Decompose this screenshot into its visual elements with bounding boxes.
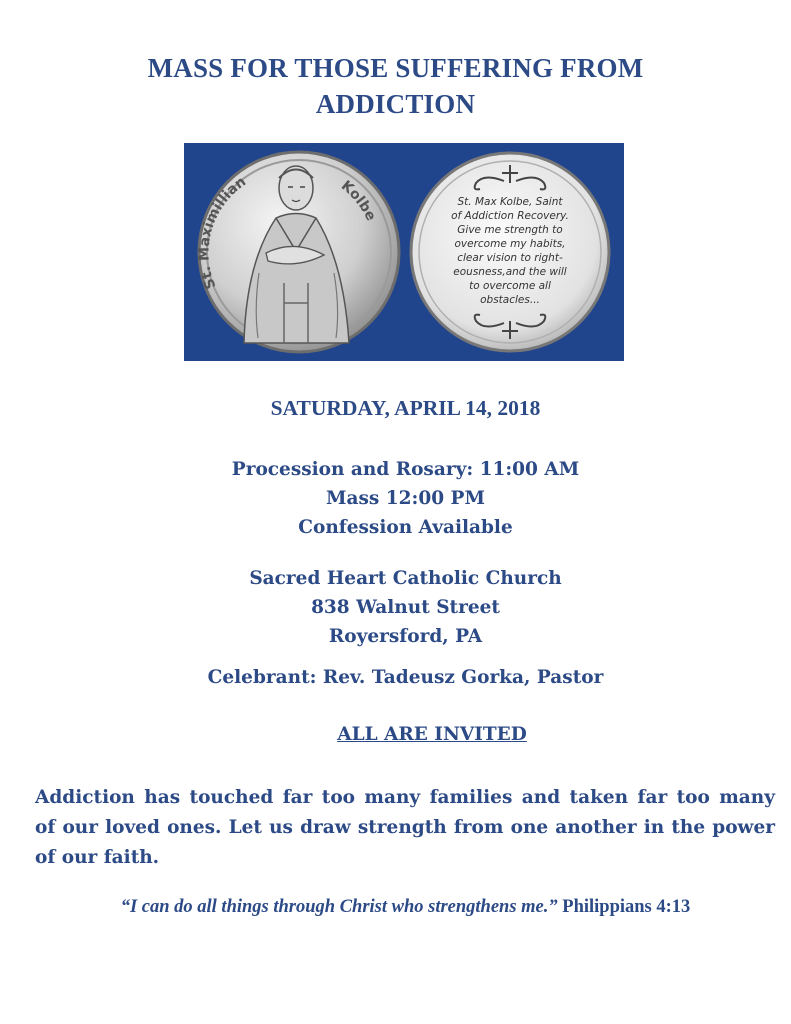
paragraph-line-3: of our faith.: [35, 847, 160, 868]
back-line-8: obstacles...: [480, 294, 540, 306]
back-line-7: to overcome all: [469, 280, 551, 292]
quote-text: “I can do all things through Christ who strengthens me.”: [120, 897, 558, 917]
back-line-3: Give me strength to: [457, 224, 563, 236]
back-medal: [411, 153, 609, 351]
page-title: [0, 50, 791, 122]
back-line-5: clear vision to right-: [457, 252, 563, 264]
title-line-1: MASS FOR THOSE SUFFERING FROM: [147, 53, 644, 83]
back-line-4: overcome my habits,: [454, 238, 566, 250]
church-name: Sacred Heart Catholic Church: [249, 568, 562, 589]
title-line-2: ADDICTION: [315, 89, 476, 119]
front-inscription-right: Kolbe: [337, 177, 379, 224]
paragraph-line-1: Addiction has touched far too many families and taken far too many: [35, 787, 775, 808]
saint-medals-illustration: [184, 143, 624, 361]
scripture-quote: [0, 897, 791, 918]
church-address: [0, 564, 791, 651]
intro-paragraph: [35, 783, 775, 873]
schedule-confession: Confession Available: [298, 517, 513, 538]
front-medal: [196, 152, 399, 352]
front-inscription-left: St. Maximillian: [196, 173, 250, 292]
celebrant: Celebrant: Rev. Tadeusz Gorka, Pastor: [207, 667, 604, 688]
event-date: SATURDAY, APRIL 14, 2018: [270, 396, 541, 420]
schedule-rosary: Procession and Rosary: 11:00 AM: [231, 459, 580, 480]
schedule: [0, 455, 791, 542]
all-invited-heading: ALL ARE INVITED: [337, 724, 527, 745]
church-street: 838 Walnut Street: [311, 597, 500, 618]
quote-reference: Philippians 4:13: [557, 897, 691, 917]
back-line-1: St. Max Kolbe, Saint: [457, 196, 563, 208]
schedule-mass: Mass 12:00 PM: [326, 488, 485, 509]
medal-image: [184, 143, 624, 361]
back-line-6: eousness,and the will: [453, 266, 567, 278]
back-line-2: of Addiction Recovery.: [451, 210, 569, 222]
paragraph-line-2: of our loved ones. Let us draw strength from one another in the power: [35, 817, 775, 838]
church-city: Royersford, PA: [328, 626, 483, 647]
